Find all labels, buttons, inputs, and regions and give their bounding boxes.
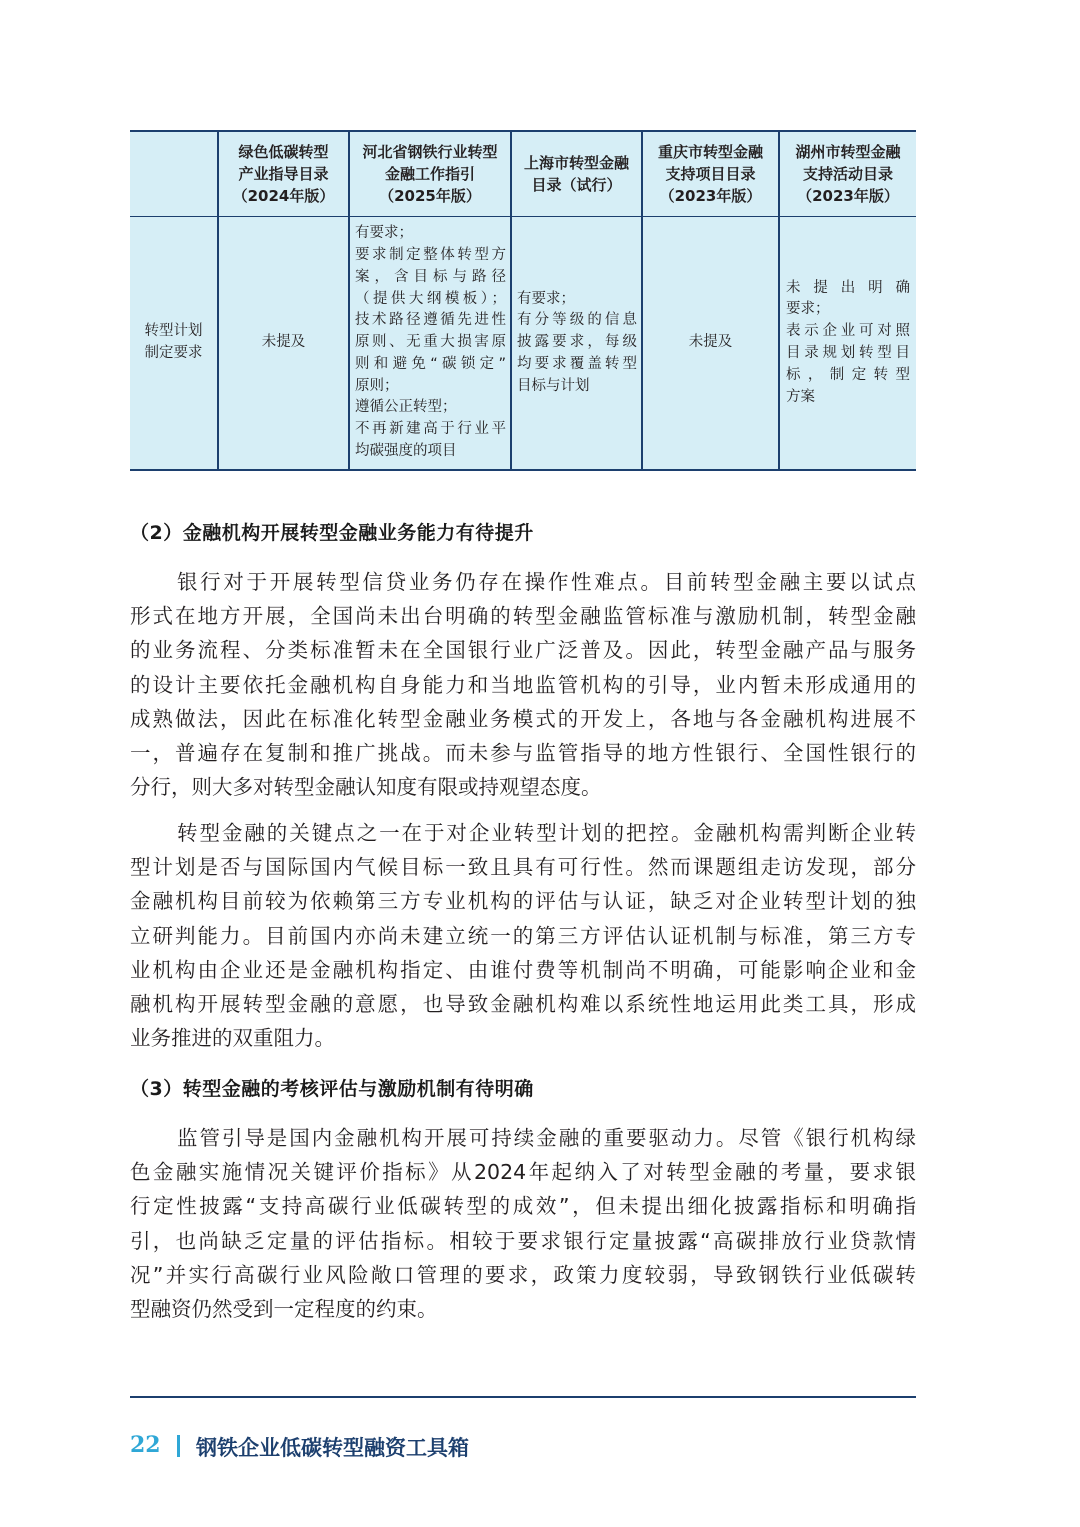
cell-huzhou: 未提出明确 要求； 表示企业可对照 目录规划转型目 标，制定转型 方案 bbox=[779, 217, 916, 471]
section-3-paragraph-1: 监管引导是国内金融机构开展可持续金融的重要驱动力。尽管《银行机构绿 色金融实施情况关键评价指标》从2024年起纳入了对转型金融的考量，要求银 行定性披露“支持高碳行业低碳转型的成效”，但未提出细化披露指标和明确指 引，也尚缺乏定量的评估指标。相较于要求银行定量披露“高碳排放行业贷款情 况”并实行高碳行业风险敞口管理的要求，政策力度较弱，导致钢铁行业低碳转 型融资仍然受到一定程度的约束。 bbox=[130, 1126, 916, 1321]
header-col-hebei: 河北省钢铁行业转型 金融工作指引 （2025年版） bbox=[349, 131, 511, 217]
header-empty-cell bbox=[130, 131, 218, 217]
header-col-chongqing: 重庆市转型金融 支持项目目录 （2023年版） bbox=[642, 131, 779, 217]
table-row bbox=[130, 217, 916, 471]
page-number: 22 bbox=[130, 1432, 161, 1458]
cell-national: 未提及 bbox=[218, 217, 349, 471]
row-label-cell: 转型计划 制定要求 bbox=[130, 217, 218, 471]
header-col-national: 绿色低碳转型 产业指导目录 （2024年版） bbox=[218, 131, 349, 217]
footer-separator bbox=[177, 1435, 180, 1457]
cell-hebei: 有要求； 要求制定整体转型方 案，含目标与路径 （提供大纲模板）； 技术路径遵循先进性 原则、无重大损害原 则和避免“碳锁定” 原则； 遵循公正转型； 不再新建高于行业平 均碳强度的项目 bbox=[349, 217, 511, 471]
table-header-row bbox=[130, 131, 916, 217]
policy-comparison-table bbox=[130, 130, 916, 471]
section-2-paragraph-1: 银行对于开展转型信贷业务仍存在操作性难点。目前转型金融主要以试点 形式在地方开展，全国尚未出台明确的转型金融监管标准与激励机制，转型金融 的业务流程、分类标准暂未在全国银行业广泛普及。因此，转型金融产品与服务 的设计主要依托金融机构自身能力和当地监管机构的引导，业内暂未形成通用的 成熟做法，因此在标准化转型金融业务模式的开发上，各地与各金融机构进展不 一，普遍存在复制和推广挑战。而未参与监管指导的地方性银行、全国性银行的 分行，则大多对转型金融认知度有限或持观望态度。 bbox=[130, 570, 916, 800]
header-col-shanghai: 上海市转型金融 目录（试行） bbox=[511, 131, 642, 217]
header-col-huzhou: 湖州市转型金融 支持活动目录 （2023年版） bbox=[779, 131, 916, 217]
section-2-paragraph-2: 转型金融的关键点之一在于对企业转型计划的把控。金融机构需判断企业转 型计划是否与国际国内气候目标一致且具有可行性。然而课题组走访发现，部分 金融机构目前较为依赖第三方专业机构的评估与认证，缺乏对企业转型计划的独 立研判能力。目前国内亦尚未建立统一的第三方评估认证机制与标准，第三方专 业机构由企业还是金融机构指定、由谁付费等机制尚不明确，可能影响企业和金 融机构开展转型金融的意愿，也导致金融机构难以系统性地运用此类工具，形成 业务推进的双重阻力。 bbox=[130, 821, 916, 1051]
section-3-heading: （3）转型金融的考核评估与激励机制有待明确 bbox=[130, 1078, 534, 1100]
cell-shanghai: 有要求； 有分等级的信息 披露要求，每级 均要求覆盖转型 目标与计划 bbox=[511, 217, 642, 471]
section-2-heading: （2）金融机构开展转型金融业务能力有待提升 bbox=[130, 522, 534, 544]
cell-chongqing: 未提及 bbox=[642, 217, 779, 471]
footer-rule bbox=[130, 1396, 916, 1398]
footer-title: 钢铁企业低碳转型融资工具箱 bbox=[196, 1436, 469, 1460]
